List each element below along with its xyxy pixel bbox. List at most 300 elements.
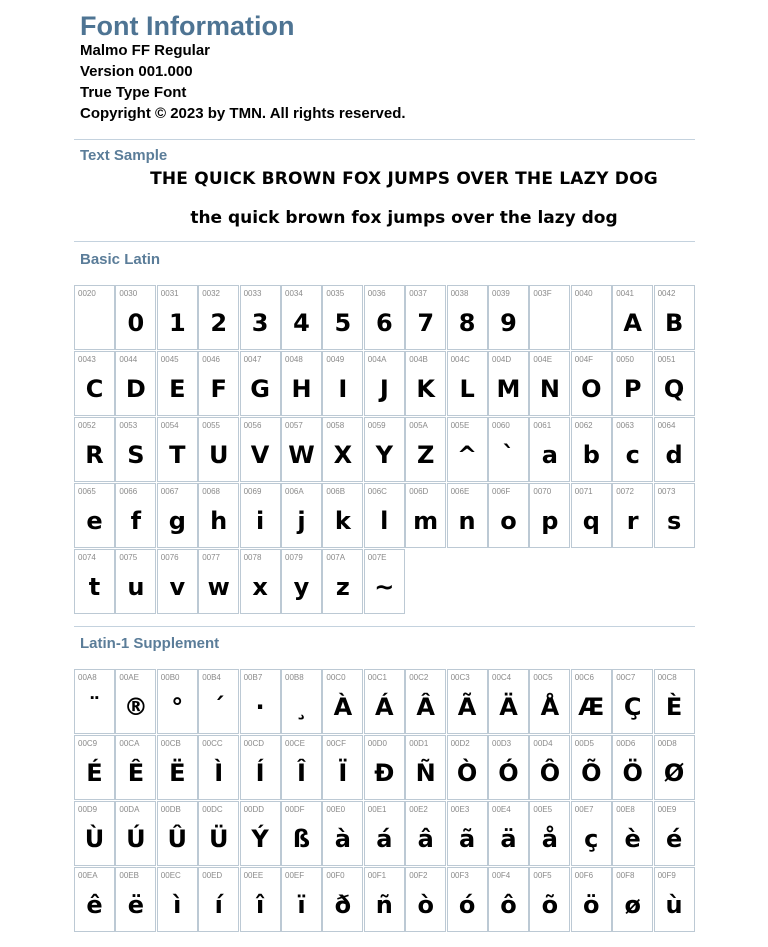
glyph-cell [364, 669, 405, 734]
glyph-code: 0037 [409, 289, 427, 298]
glyph-code: 00C8 [657, 673, 677, 682]
glyph-char: N [539, 375, 560, 403]
glyph-char: i [255, 507, 265, 535]
glyph-cell [405, 735, 446, 800]
glyph-char: z [335, 573, 350, 601]
glyph-cell [571, 351, 612, 416]
glyph-code: 00C7 [616, 673, 636, 682]
glyph-cell [612, 483, 653, 548]
glyph-cell [405, 417, 446, 482]
glyph-cell [198, 417, 239, 482]
glyph-code: 00D9 [78, 805, 98, 814]
glyph-code: 00B8 [285, 673, 304, 682]
glyph-code: 0061 [533, 421, 552, 430]
glyph-cell [488, 285, 529, 350]
glyph-code: 00F8 [616, 871, 635, 880]
glyph-cell [364, 867, 405, 932]
glyph-char: ó [458, 891, 476, 919]
glyph-cell [364, 483, 405, 548]
glyph-cell [571, 483, 612, 548]
glyph-code: 006D [409, 487, 429, 496]
glyph-cell [405, 351, 446, 416]
glyph-char: ò [417, 891, 434, 919]
glyph-cell [612, 801, 653, 866]
glyph-cell [322, 285, 363, 350]
glyph-code: 00F0 [326, 871, 345, 880]
glyph-cell [74, 867, 115, 932]
glyph-cell [157, 801, 198, 866]
glyph-char: q [582, 507, 600, 535]
glyph-char: Å [540, 693, 560, 721]
glyph-char: Ý [251, 825, 269, 853]
glyph-cell [74, 285, 115, 350]
glyph-char: ô [500, 891, 517, 919]
glyph-cell [529, 801, 570, 866]
glyph-code: 00DD [243, 805, 265, 814]
glyph-cell [488, 669, 529, 734]
glyph-code: 00E7 [574, 805, 594, 814]
glyph-cell [115, 669, 156, 734]
glyph-code: 00CD [243, 739, 265, 748]
glyph-code: 00C0 [326, 673, 346, 682]
glyph-code: 00D4 [533, 739, 553, 748]
glyph-char: A [623, 309, 642, 337]
glyph-char: G [250, 375, 270, 403]
glyph-char: é [665, 825, 683, 853]
glyph-code: 00E4 [492, 805, 511, 814]
glyph-char: b [582, 441, 600, 469]
glyph-code: 0068 [202, 487, 220, 496]
glyph-code: 00C1 [367, 673, 387, 682]
glyph-code: 00DC [202, 805, 223, 814]
glyph-code: 00C4 [492, 673, 512, 682]
glyph-char: 8 [458, 309, 476, 337]
glyph-char: r [626, 507, 639, 535]
glyph-code: 0050 [616, 355, 634, 364]
glyph-cell [488, 351, 529, 416]
glyph-char: Ñ [415, 759, 436, 787]
glyph-code: 00D0 [367, 739, 387, 748]
glyph-code: 0047 [243, 355, 262, 364]
glyph-cell [157, 549, 198, 614]
divider [74, 139, 695, 140]
glyph-code: 00D6 [616, 739, 636, 748]
glyph-code: 0042 [657, 289, 676, 298]
glyph-char: Í [255, 759, 265, 787]
glyph-char: ` [502, 441, 515, 469]
glyph-code: 00F9 [657, 871, 676, 880]
glyph-cell [405, 801, 446, 866]
glyph-cell [281, 483, 322, 548]
glyph-code: 0057 [285, 421, 303, 430]
glyph-code: 004F [574, 355, 594, 364]
glyph-cell [488, 417, 529, 482]
glyph-char: L [459, 375, 475, 403]
glyph-code: 0065 [78, 487, 96, 496]
glyph-char: Ã [457, 693, 477, 721]
glyph-char: Û [167, 825, 188, 853]
glyph-char: ð [334, 891, 352, 919]
glyph-cell [322, 417, 363, 482]
glyph-cell [74, 417, 115, 482]
glyph-cell [281, 351, 322, 416]
glyph-char: j [297, 507, 306, 535]
glyph-cell [281, 735, 322, 800]
glyph-code: 004B [409, 355, 428, 364]
glyph-cell [198, 351, 239, 416]
glyph-char: g [168, 507, 186, 535]
glyph-code: 00C9 [78, 739, 98, 748]
glyph-cell [157, 417, 198, 482]
glyph-char: 0 [127, 309, 145, 337]
glyph-code: 0049 [326, 355, 345, 364]
glyph-cell [240, 867, 281, 932]
glyph-code: 00D3 [492, 739, 512, 748]
glyph-char: R [85, 441, 104, 469]
glyph-cell [240, 801, 281, 866]
glyph-cell [529, 483, 570, 548]
glyph-char: í [214, 891, 223, 919]
glyph-char: Ó [498, 759, 519, 787]
glyph-char: ë [127, 891, 145, 919]
glyph-code: 00A8 [78, 673, 97, 682]
font-type: True Type Font [80, 84, 187, 101]
glyph-cell [364, 735, 405, 800]
glyph-cell [198, 801, 239, 866]
glyph-code: 00AE [119, 673, 139, 682]
glyph-char: Ê [127, 759, 145, 787]
glyph-code: 00B0 [160, 673, 180, 682]
basic-latin-heading: Basic Latin [80, 251, 161, 268]
glyph-code: 003F [533, 289, 552, 298]
glyph-cell [571, 285, 612, 350]
glyph-code: 007E [367, 553, 387, 562]
glyph-char: ñ [375, 891, 393, 919]
glyph-char: o [500, 507, 517, 535]
glyph-char: ¨ [88, 693, 101, 721]
glyph-code: 005E [450, 421, 470, 430]
glyph-code: 0052 [78, 421, 96, 430]
latin1-supplement-heading: Latin-1 Supplement [80, 635, 220, 652]
glyph-char: ö [583, 891, 600, 919]
glyph-cell [198, 285, 239, 350]
glyph-char: ^ [457, 441, 478, 469]
glyph-char: y [293, 573, 310, 601]
glyph-char: ´ [212, 693, 225, 721]
glyph-code: 00DB [160, 805, 181, 814]
glyph-code: 00EA [78, 871, 98, 880]
glyph-char: ß [292, 825, 311, 853]
glyph-char: ï [297, 891, 306, 919]
glyph-cell [654, 669, 695, 734]
glyph-char: D [125, 375, 146, 403]
text-sample-heading: Text Sample [80, 147, 168, 164]
glyph-cell [447, 669, 488, 734]
glyph-char: n [458, 507, 476, 535]
glyph-code: 0053 [119, 421, 138, 430]
glyph-char: s [666, 507, 682, 535]
glyph-cell [529, 735, 570, 800]
glyph-char: p [541, 507, 559, 535]
glyph-code: 00D2 [450, 739, 470, 748]
glyph-cell [157, 285, 198, 350]
glyph-char: Ë [169, 759, 186, 787]
glyph-char: Ô [539, 759, 561, 787]
glyph-code: 006C [367, 487, 387, 496]
glyph-char: 7 [417, 309, 435, 337]
glyph-code: 004C [450, 355, 470, 364]
glyph-char: 4 [293, 309, 310, 337]
glyph-char: À [333, 693, 353, 721]
glyph-code: 0062 [574, 421, 593, 430]
glyph-cell [654, 867, 695, 932]
glyph-char: ¸ [295, 693, 308, 721]
glyph-char: ì [173, 891, 182, 919]
glyph-cell [447, 483, 488, 548]
glyph-char: 3 [251, 309, 269, 337]
glyph-code: 007A [326, 553, 346, 562]
glyph-cell [447, 417, 488, 482]
glyph-cell [529, 867, 570, 932]
glyph-code: 0035 [326, 289, 345, 298]
glyph-code: 0064 [657, 421, 676, 430]
glyph-code: 0044 [119, 355, 138, 364]
glyph-code: 0071 [574, 487, 593, 496]
glyph-code: 00ED [202, 871, 223, 880]
glyph-char: I [338, 375, 348, 403]
glyph-char: î [255, 891, 265, 919]
glyph-cell [74, 801, 115, 866]
glyph-char: B [664, 309, 684, 337]
glyph-char: v [169, 573, 186, 601]
glyph-code: 004E [533, 355, 553, 364]
glyph-char: t [88, 573, 101, 601]
glyph-cell [488, 867, 529, 932]
glyph-code: 00F5 [533, 871, 552, 880]
glyph-char: 1 [168, 309, 186, 337]
glyph-code: 00CA [119, 739, 140, 748]
glyph-char: Ä [499, 693, 518, 721]
glyph-char: Ù [84, 825, 105, 853]
glyph-cell [240, 285, 281, 350]
glyph-char: K [416, 375, 435, 403]
glyph-cell [447, 867, 488, 932]
glyph-cell [322, 735, 363, 800]
glyph-char: f [130, 507, 142, 535]
glyph-cell [198, 735, 239, 800]
glyph-code: 0030 [119, 289, 138, 298]
glyph-code: 00E1 [367, 805, 387, 814]
glyph-char: M [496, 375, 521, 403]
glyph-code: 0079 [285, 553, 303, 562]
glyph-cell [115, 549, 156, 614]
page-title: Font Information [80, 11, 295, 41]
glyph-char: Z [416, 441, 435, 469]
glyph-code: 0046 [202, 355, 220, 364]
glyph-code: 0039 [492, 289, 510, 298]
glyph-cell [74, 483, 115, 548]
font-version: Version 001.000 [80, 63, 193, 80]
glyph-cell [654, 351, 695, 416]
glyph-char: l [380, 507, 389, 535]
glyph-code: 005A [409, 421, 428, 430]
glyph-cell [612, 417, 653, 482]
glyph-code: 00EE [243, 871, 264, 880]
glyph-code: 0051 [657, 355, 676, 364]
glyph-cell [281, 801, 322, 866]
glyph-char: Ç [623, 693, 642, 721]
glyph-cell [322, 867, 363, 932]
glyph-cell [115, 351, 156, 416]
glyph-char: Õ [581, 759, 602, 787]
font-name: Malmo FF Regular [80, 42, 211, 59]
glyph-code: 006A [285, 487, 304, 496]
glyph-code: 00D1 [409, 739, 429, 748]
glyph-code: 00EF [285, 871, 305, 880]
glyph-cell [157, 351, 198, 416]
glyph-char: 9 [500, 309, 517, 337]
glyph-cell [364, 285, 405, 350]
glyph-cell [115, 483, 156, 548]
glyph-code: 0075 [119, 553, 138, 562]
glyph-char: Ì [214, 759, 224, 787]
glyph-cell [405, 285, 446, 350]
glyph-cell [322, 351, 363, 416]
glyph-char: S [127, 441, 145, 469]
glyph-cell [654, 735, 695, 800]
glyph-code: 00E8 [616, 805, 635, 814]
glyph-cell [198, 669, 239, 734]
glyph-char: W [288, 441, 315, 469]
glyph-char: J [379, 375, 389, 403]
glyph-char: O [581, 375, 602, 403]
glyph-cell [488, 483, 529, 548]
glyph-code: 00CF [326, 739, 346, 748]
glyph-code: 0067 [160, 487, 179, 496]
glyph-char: 6 [375, 309, 393, 337]
glyph-cell [322, 801, 363, 866]
glyph-cell [281, 285, 322, 350]
glyph-char: ~ [374, 573, 395, 601]
glyph-code: 00F2 [409, 871, 428, 880]
glyph-code: 0031 [160, 289, 179, 298]
glyph-cell [240, 483, 281, 548]
glyph-cell [364, 417, 405, 482]
divider [74, 626, 695, 627]
glyph-char: Y [375, 441, 393, 469]
glyph-code: 0073 [657, 487, 676, 496]
font-copyright: Copyright © 2023 by TMN. All rights reserved. [80, 105, 406, 122]
glyph-code: 00C5 [533, 673, 553, 682]
glyph-code: 00CE [285, 739, 306, 748]
glyph-char: H [291, 375, 312, 403]
glyph-char: Á [375, 693, 394, 721]
glyph-char: Ð [374, 759, 395, 787]
glyph-cell [157, 735, 198, 800]
glyph-code: 0020 [78, 289, 96, 298]
glyph-cell [115, 285, 156, 350]
sample-lowercase: the quick brown fox jumps over the lazy dog [190, 208, 618, 228]
glyph-code: 006E [450, 487, 470, 496]
glyph-cell [240, 351, 281, 416]
glyph-char: â [417, 825, 434, 853]
glyph-code: 0034 [285, 289, 303, 298]
glyph-cell [322, 483, 363, 548]
glyph-char: Ö [622, 759, 643, 787]
glyph-code: 0077 [202, 553, 220, 562]
glyph-code: 0048 [285, 355, 303, 364]
glyph-char: Â [416, 693, 435, 721]
glyph-code: 0040 [574, 289, 593, 298]
glyph-cell [488, 801, 529, 866]
glyph-code: 00EB [119, 871, 139, 880]
glyph-code: 0059 [367, 421, 386, 430]
glyph-char: m [413, 507, 439, 535]
glyph-char: ç [584, 825, 599, 853]
glyph-code: 0032 [202, 289, 220, 298]
glyph-char: ø [624, 891, 641, 919]
glyph-code: 0036 [367, 289, 386, 298]
glyph-code: 00E2 [409, 805, 428, 814]
divider [74, 241, 695, 242]
glyph-cell [198, 549, 239, 614]
glyph-cell [654, 801, 695, 866]
glyph-code: 0078 [243, 553, 262, 562]
glyph-cell [447, 801, 488, 866]
glyph-cell [654, 417, 695, 482]
glyph-char: u [127, 573, 145, 601]
glyph-code: 00CB [160, 739, 181, 748]
glyph-cell [571, 735, 612, 800]
glyph-cell [447, 285, 488, 350]
glyph-cell [322, 549, 363, 614]
glyph-char: · [255, 693, 265, 721]
glyph-cell [529, 351, 570, 416]
glyph-code: 0060 [492, 421, 510, 430]
glyph-code: 00E3 [450, 805, 470, 814]
glyph-char: 2 [210, 309, 228, 337]
glyph-code: 0076 [160, 553, 179, 562]
glyph-char: ° [171, 693, 184, 721]
glyph-code: 0056 [243, 421, 262, 430]
glyph-cell [529, 417, 570, 482]
glyph-code: 00F6 [574, 871, 594, 880]
glyph-code: 00DA [119, 805, 140, 814]
glyph-char: Ò [456, 759, 478, 787]
glyph-code: 0070 [533, 487, 552, 496]
glyph-cell [157, 669, 198, 734]
glyph-cell [612, 285, 653, 350]
glyph-cell [571, 669, 612, 734]
glyph-code: 0038 [450, 289, 469, 298]
glyph-cell [405, 867, 446, 932]
glyph-cell [364, 549, 405, 614]
glyph-cell [529, 669, 570, 734]
glyph-char: U [208, 441, 229, 469]
glyph-char: ù [665, 891, 683, 919]
glyph-code: 00F3 [450, 871, 469, 880]
glyph-code: 0033 [243, 289, 262, 298]
glyph-char: Ø [663, 759, 685, 787]
glyph-cell [447, 735, 488, 800]
glyph-char: C [85, 375, 104, 403]
glyph-cell [157, 867, 198, 932]
glyph-cell [115, 417, 156, 482]
glyph-cell [74, 549, 115, 614]
glyph-cell [364, 351, 405, 416]
glyph-cell [654, 285, 695, 350]
glyph-char: w [207, 573, 230, 601]
